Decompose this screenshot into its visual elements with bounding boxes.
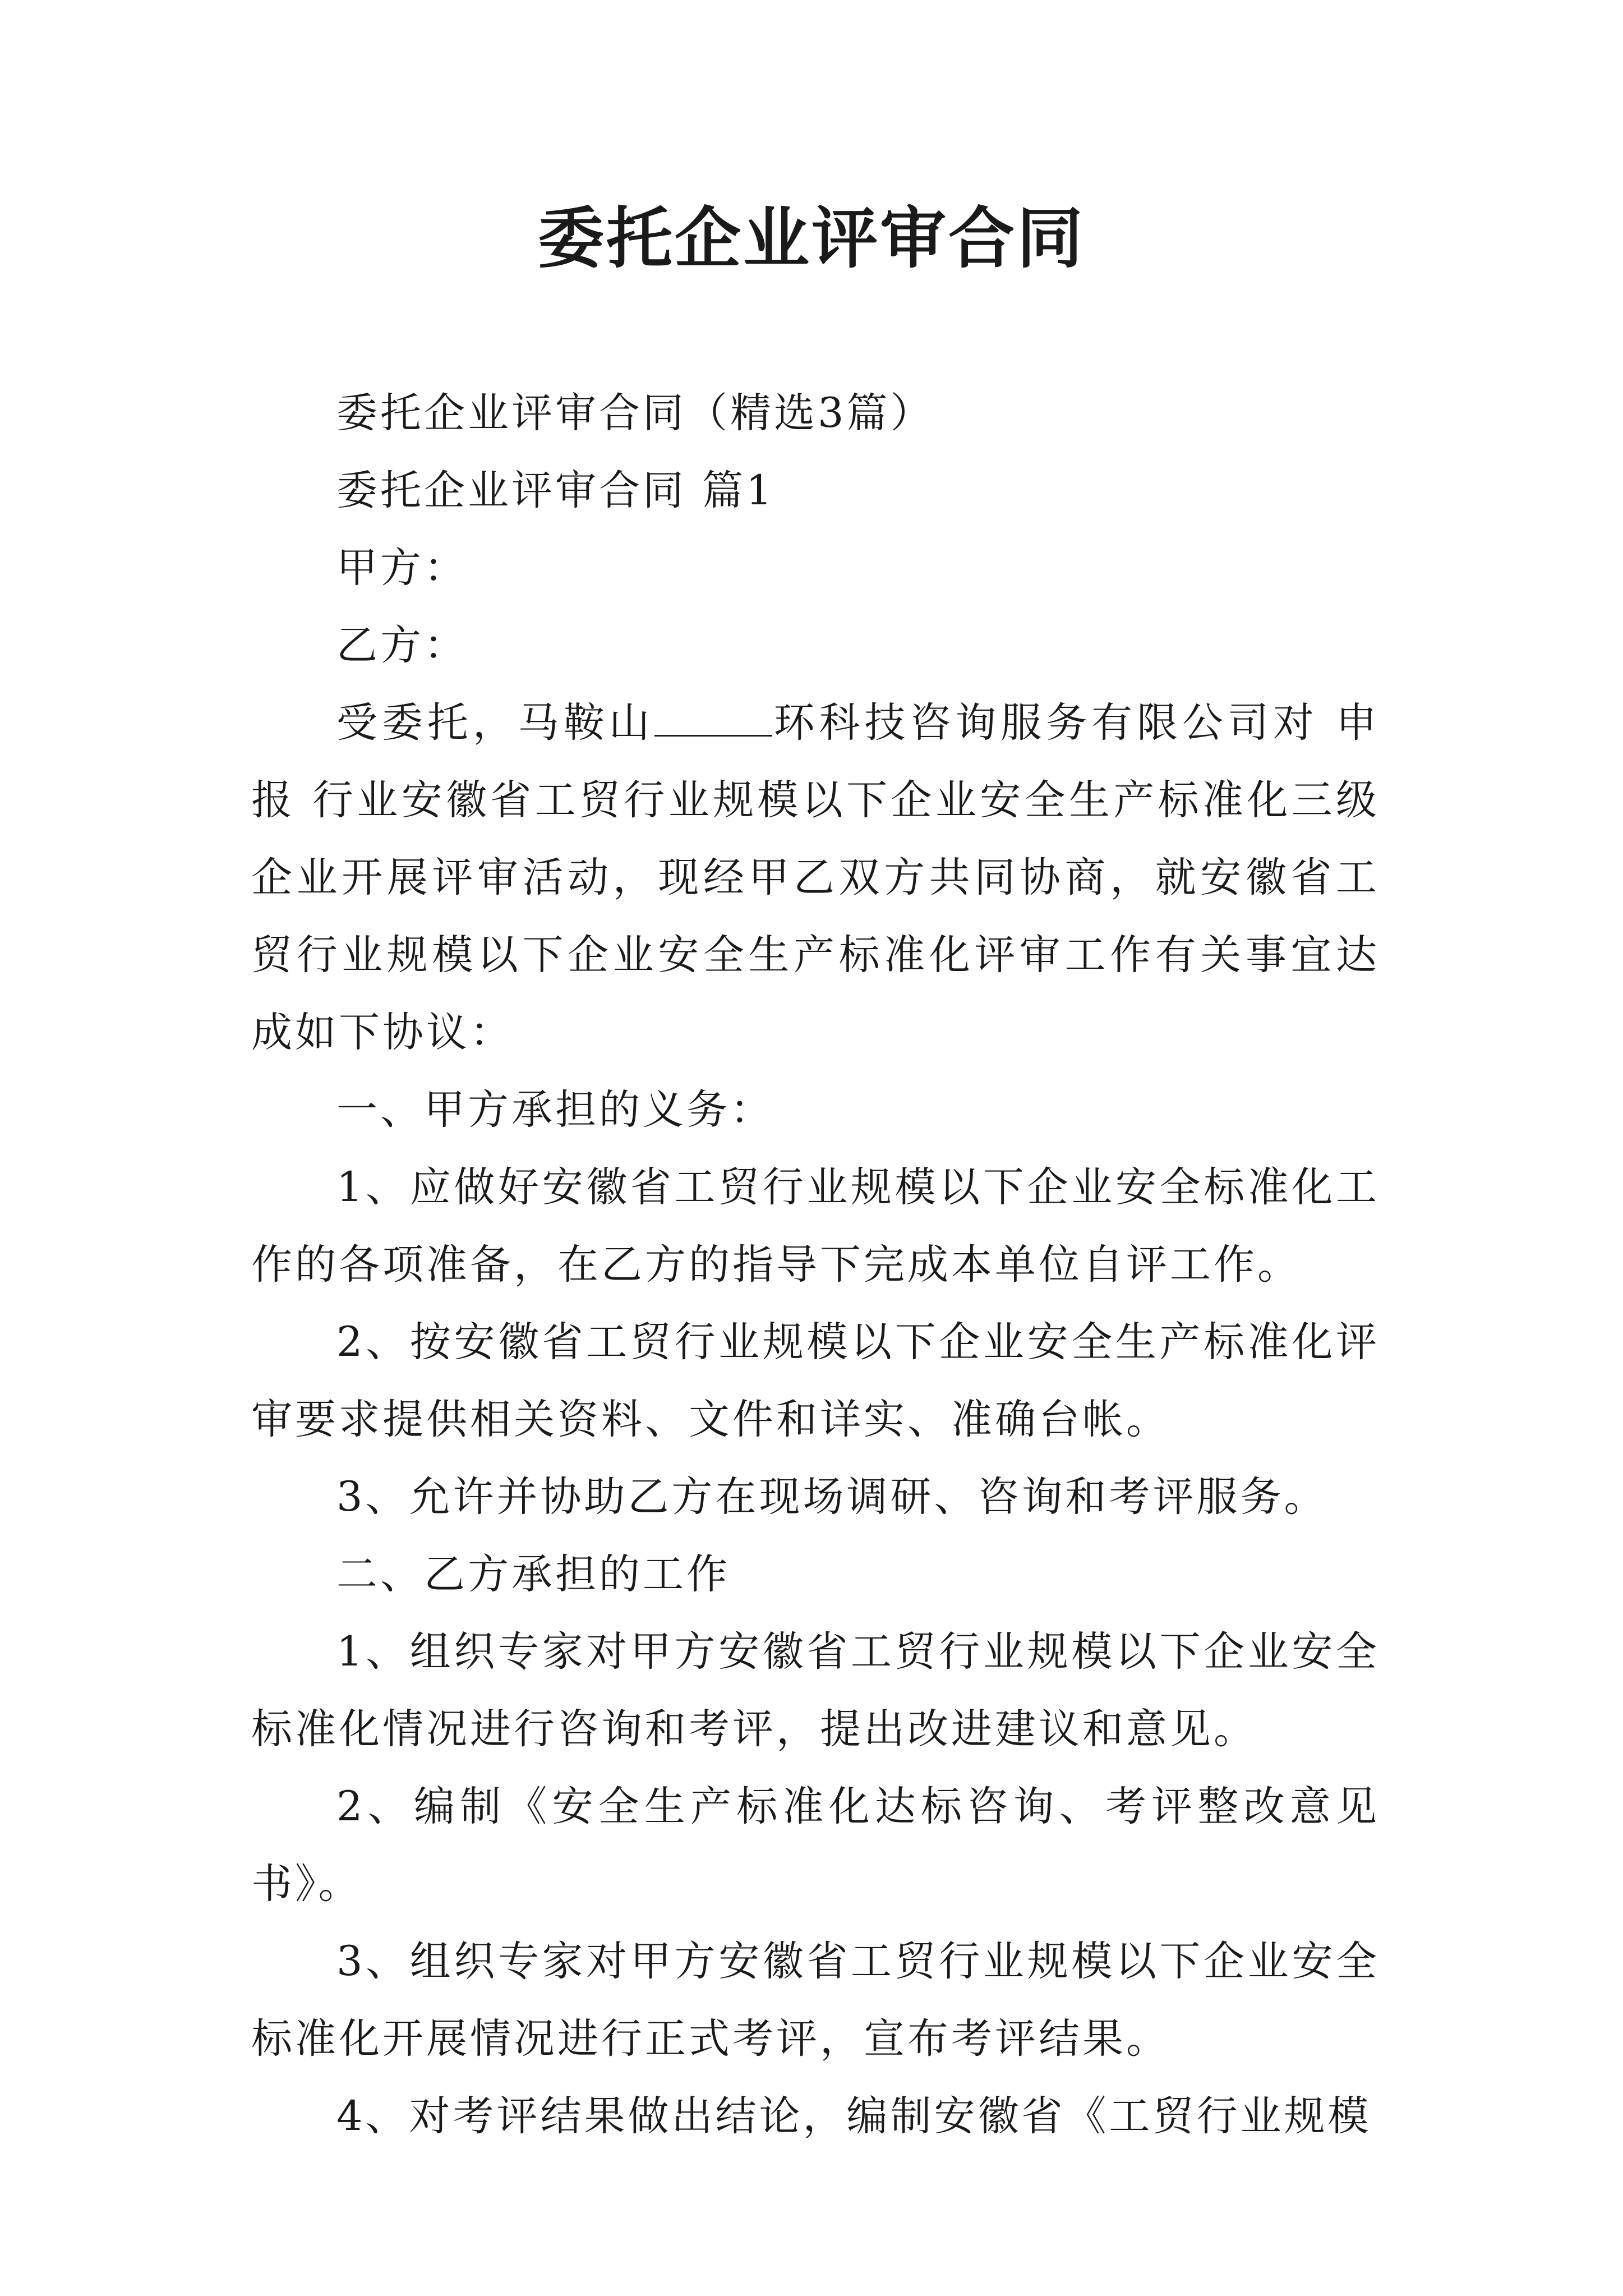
preamble-text-start: 受委托，马鞍山 — [336, 699, 654, 747]
clause-item: 1、应做好安徽省工贸行业规模以下企业安全标准化工作的各项准备，在乙方的指导下完成本单位自评工作。 — [251, 1163, 1380, 1289]
preamble-paragraph — [251, 684, 1380, 1071]
preamble-text-end: 环科技咨询服务有限公司对 申报 行业安徽省工贸行业规模以下企业安全生产标准化三级企业开展评审活动，现经甲乙双方共同协商，就安徽省工贸行业规模以下企业安全生产标准化评审工作有关事宜达成如下协议： — [251, 699, 1380, 1056]
section-heading-part-1: 委托企业评审合同 篇1 — [336, 467, 775, 514]
subtitle-selection: 委托企业评审合同（精选3篇） — [336, 389, 934, 437]
clause-item: 2、编制《安全生产标准化达标咨询、考评整改意见书》。 — [251, 1783, 1380, 1908]
clause-item: 3、允许并协助乙方在现场调研、咨询和考评服务。 — [336, 1473, 1328, 1521]
party-b-line: 乙方： — [336, 622, 468, 669]
fill-in-blank — [654, 701, 772, 737]
clause-item: 2、按安徽省工贸行业规模以下企业安全生产标准化评审要求提供相关资料、文件和详实、准确台帐。 — [251, 1318, 1380, 1443]
clause-item: 3、组织专家对甲方安徽省工贸行业规模以下企业安全标准化开展情况进行正式考评，宣布考评结果。 — [251, 1938, 1380, 2063]
document-title: 委托企业评审合同 — [537, 199, 1085, 277]
party-a-line: 甲方： — [336, 544, 468, 592]
clause-item: 4、对考评结果做出结论，编制安徽省《工贸行业规模 — [336, 2092, 1372, 2140]
clause-heading-party-a-duties: 一、甲方承担的义务： — [336, 1086, 774, 1134]
clause-heading-party-b-work: 二、乙方承担的工作 — [336, 1550, 730, 1598]
document-body — [251, 375, 1380, 2155]
clause-item: 1、组织专家对甲方安徽省工贸行业规模以下企业安全标准化情况进行咨询和考评，提出改进建议和意见。 — [251, 1628, 1380, 1753]
